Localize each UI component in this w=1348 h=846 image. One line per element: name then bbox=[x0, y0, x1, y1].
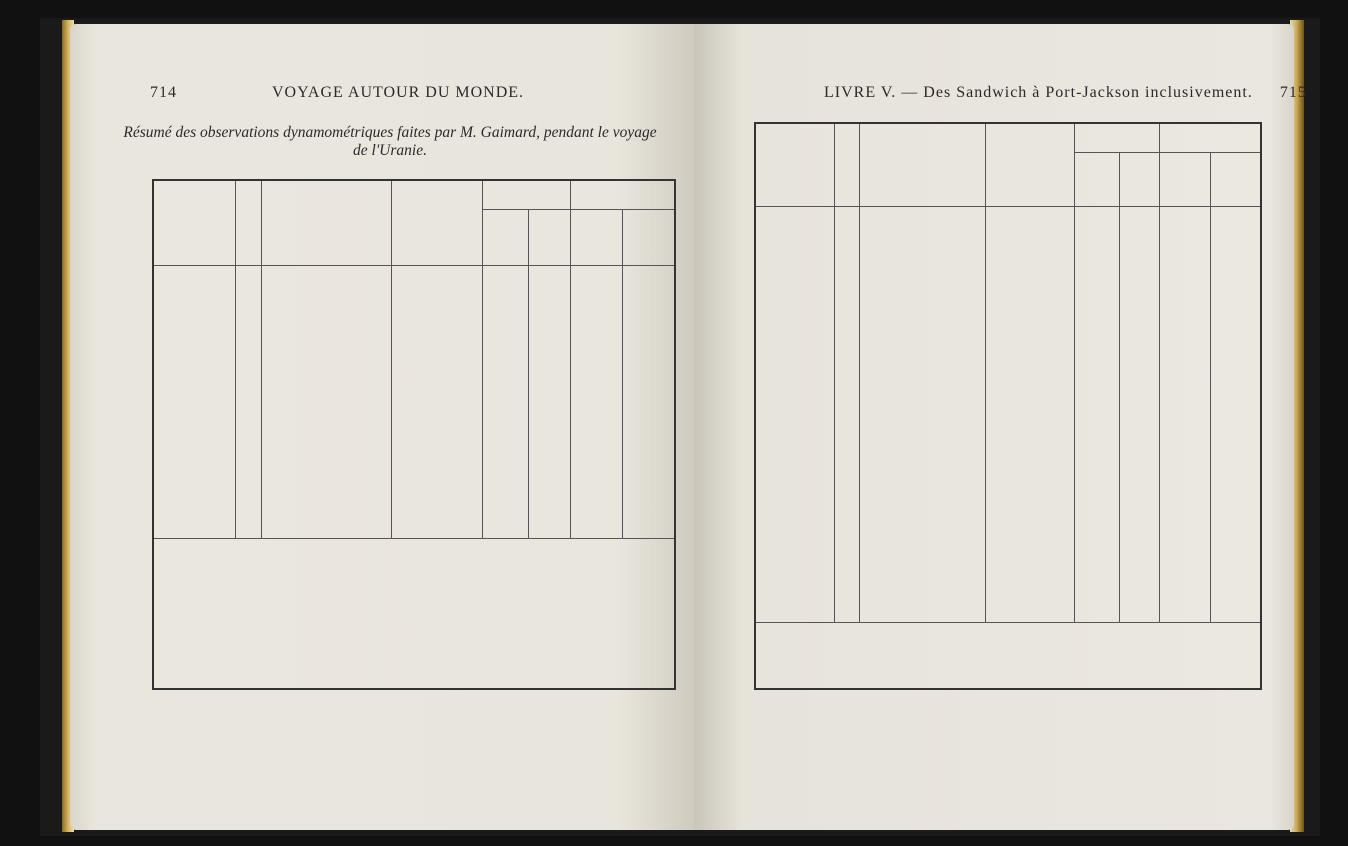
right-page bbox=[694, 24, 1307, 830]
header-rule bbox=[154, 265, 674, 266]
right-running-title: LIVRE V. — Des Sandwich à Port-Jackson inclusivement. bbox=[824, 84, 1253, 101]
right-page-number: 715 bbox=[1279, 84, 1307, 101]
table-row bbox=[154, 397, 674, 420]
table-row bbox=[756, 535, 1260, 556]
table-row bbox=[756, 245, 1260, 266]
right-table bbox=[754, 122, 1262, 690]
table-row bbox=[154, 443, 674, 466]
book-spread bbox=[40, 18, 1320, 836]
table-row bbox=[154, 374, 674, 397]
table-row bbox=[756, 597, 1260, 618]
table-row bbox=[756, 369, 1260, 390]
table-row bbox=[756, 328, 1260, 349]
table-row bbox=[756, 514, 1260, 535]
left-running-title: VOYAGE AUTOUR DU MONDE. bbox=[272, 84, 525, 101]
table-row bbox=[154, 511, 674, 534]
header-rule bbox=[756, 206, 1260, 207]
table-row bbox=[154, 351, 674, 374]
table-row bbox=[756, 348, 1260, 369]
table-title-line2: de l'Uranie. bbox=[353, 142, 427, 159]
table-row bbox=[756, 452, 1260, 473]
table-row bbox=[154, 466, 674, 489]
table-title-line1: Résumé des observations dynamométriques faites par M. Gaimard, pendant le voyage bbox=[123, 124, 657, 141]
table-row bbox=[756, 494, 1260, 515]
left-table bbox=[152, 179, 676, 690]
table-row bbox=[154, 420, 674, 443]
table-row bbox=[756, 307, 1260, 328]
left-running-head bbox=[150, 84, 524, 102]
table-row bbox=[756, 431, 1260, 452]
table-row bbox=[154, 283, 674, 306]
table-row bbox=[154, 488, 674, 511]
left-page bbox=[70, 24, 694, 830]
table-row bbox=[756, 390, 1260, 411]
table-row bbox=[756, 411, 1260, 432]
table-row bbox=[756, 265, 1260, 286]
table-row bbox=[756, 556, 1260, 577]
table-row bbox=[756, 577, 1260, 598]
table-row bbox=[756, 286, 1260, 307]
table-row bbox=[154, 306, 674, 329]
table-row bbox=[154, 329, 674, 352]
table-row bbox=[756, 224, 1260, 245]
right-running-head bbox=[824, 84, 1307, 102]
notes-rule bbox=[154, 538, 674, 539]
table-title bbox=[110, 124, 670, 160]
header-subrule bbox=[482, 209, 674, 210]
table-row bbox=[756, 473, 1260, 494]
header-subrule bbox=[1074, 152, 1260, 153]
left-page-number: 714 bbox=[150, 84, 177, 101]
notes-rule bbox=[756, 622, 1260, 623]
